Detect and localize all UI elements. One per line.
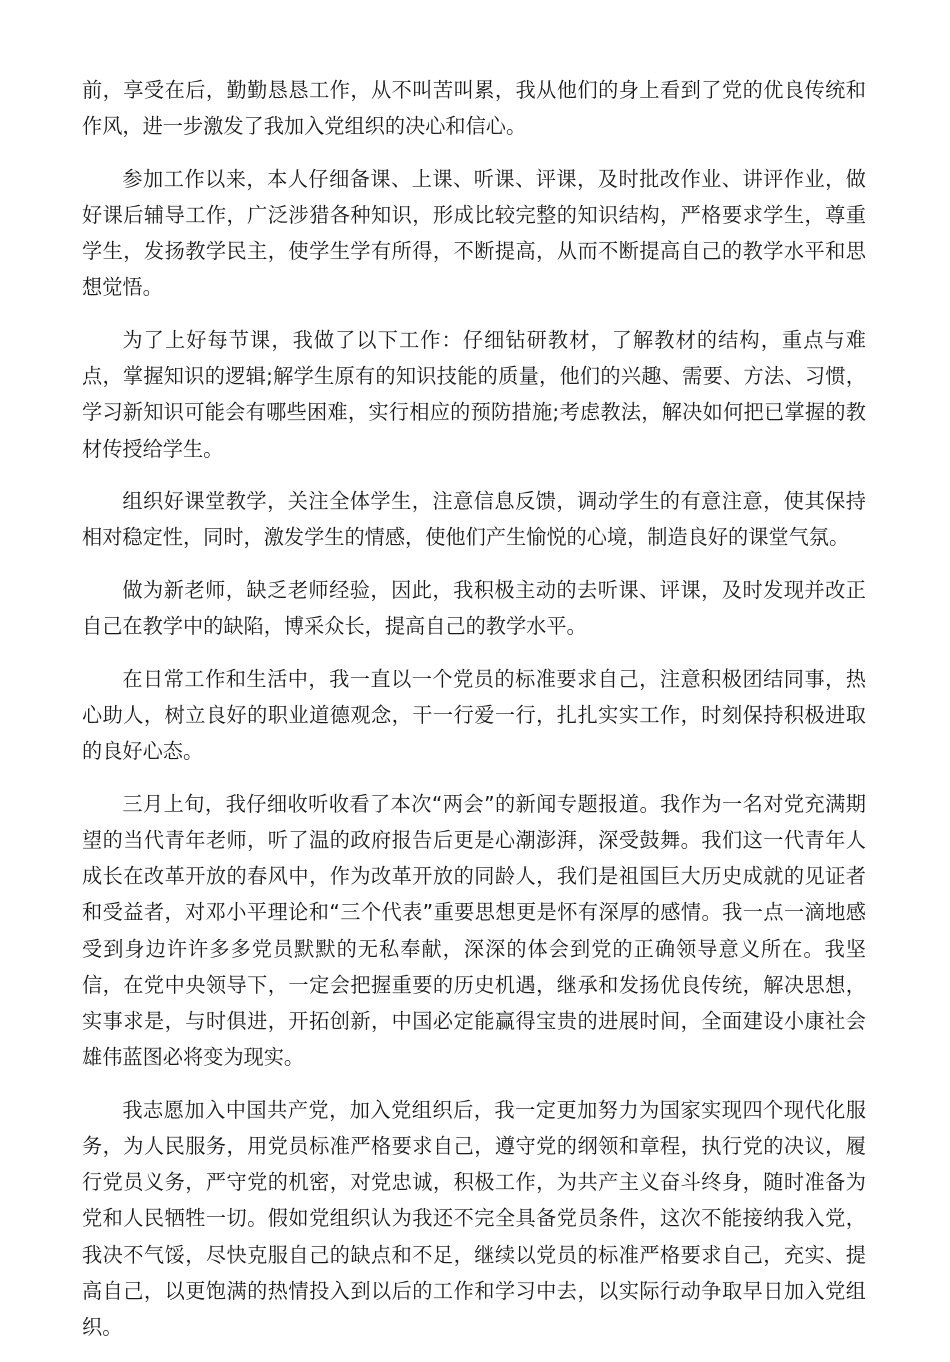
paragraph-1: 前，享受在后，勤勤恳恳工作，从不叫苦叫累，我从他们的身上看到了党的优良传统和作风，进一步激发了我加入党组织的决心和信心。 bbox=[82, 78, 866, 139]
paragraph-3: 为了上好每节课，我做了以下工作：仔细钻研教材，了解教材的结构，重点与难点，掌握知识的逻辑;解学生原有的知识技能的质量，他们的兴趣、需要、方法、习惯，学习新知识可能会有哪些困难，实行相应的预防措施;考虑教法，解决如何把已掌握的教材传授给学生。 bbox=[82, 328, 866, 461]
paragraph-6: 在日常工作和生活中，我一直以一个党员的标准要求自己，注意积极团结同事，热心助人，树立良好的职业道德观念，干一行爱一行，扎扎实实工作，时刻保持积极进取的良好心态。 bbox=[82, 666, 866, 764]
paragraph-4: 组织好课堂教学，关注全体学生，注意信息反馈，调动学生的有意注意，使其保持相对稳定性，同时，激发学生的情感，使他们产生愉悦的心境，制造良好的课堂气氛。 bbox=[82, 489, 866, 550]
paragraph-8: 我志愿加入中国共产党，加入党组织后，我一定更加努力为国家实现四个现代化服务，为人民服务，用党员标准严格要求自己，遵守党的纲领和章程，执行党的决议，履行党员义务，严守党的机密，对党忠诚，积极工作，为共产主义奋斗终身，随时准备为党和人民牺牲一切。假如党组织认为我还不完全具备党员条件，这次不能接纳我入党，我决不气馁，尽快克服自己的缺点和不足，继续以党员的标准严格要求自己，充实、提高自己，以更饱满的热情投入到以后的工作和学习中去，以实际行动争取早日加入党组织。 bbox=[82, 1097, 866, 1340]
paragraph-2: 参加工作以来，本人仔细备课、上课、听课、评课，及时批改作业、讲评作业，做好课后辅导工作，广泛涉猎各种知识，形成比较完整的知识结构，严格要求学生，尊重学生，发扬教学民主，使学生学有所得，不断提高，从而不断提高自己的教学水平和思想觉悟。 bbox=[82, 166, 866, 300]
paragraph-5: 做为新老师，缺乏老师经验，因此，我积极主动的去听课、评课，及时发现并改正自己在教学中的缺陷，博采众长，提高自己的教学水平。 bbox=[82, 578, 866, 639]
document-body bbox=[82, 72, 866, 1362]
paragraph-7: 三月上旬，我仔细收听收看了本次“两会”的新闻专题报道。我作为一名对党充满期望的当代青年老师，听了温的政府报告后更是心潮澎湃，深受鼓舞。我们这一代青年人成长在改革开放的春风中，作为改革开放的同龄人，我们是祖国巨大历史成就的见证者和受益者，对邓小平理论和“三个代表”重要思想更是怀有深厚的感情。我一点一滴地感受到身边许许多多党员默默的无私奉献，深深的体会到党的正确领导意义所在。我坚信，在党中央领导下，一定会把握重要的历史机遇，继承和发扬优良传统，解决思想，实事求是，与时俱进，开拓创新，中国必定能赢得宝贵的进展时间，全面建设小康社会雄伟蓝图必将变为现实。 bbox=[82, 791, 866, 1070]
